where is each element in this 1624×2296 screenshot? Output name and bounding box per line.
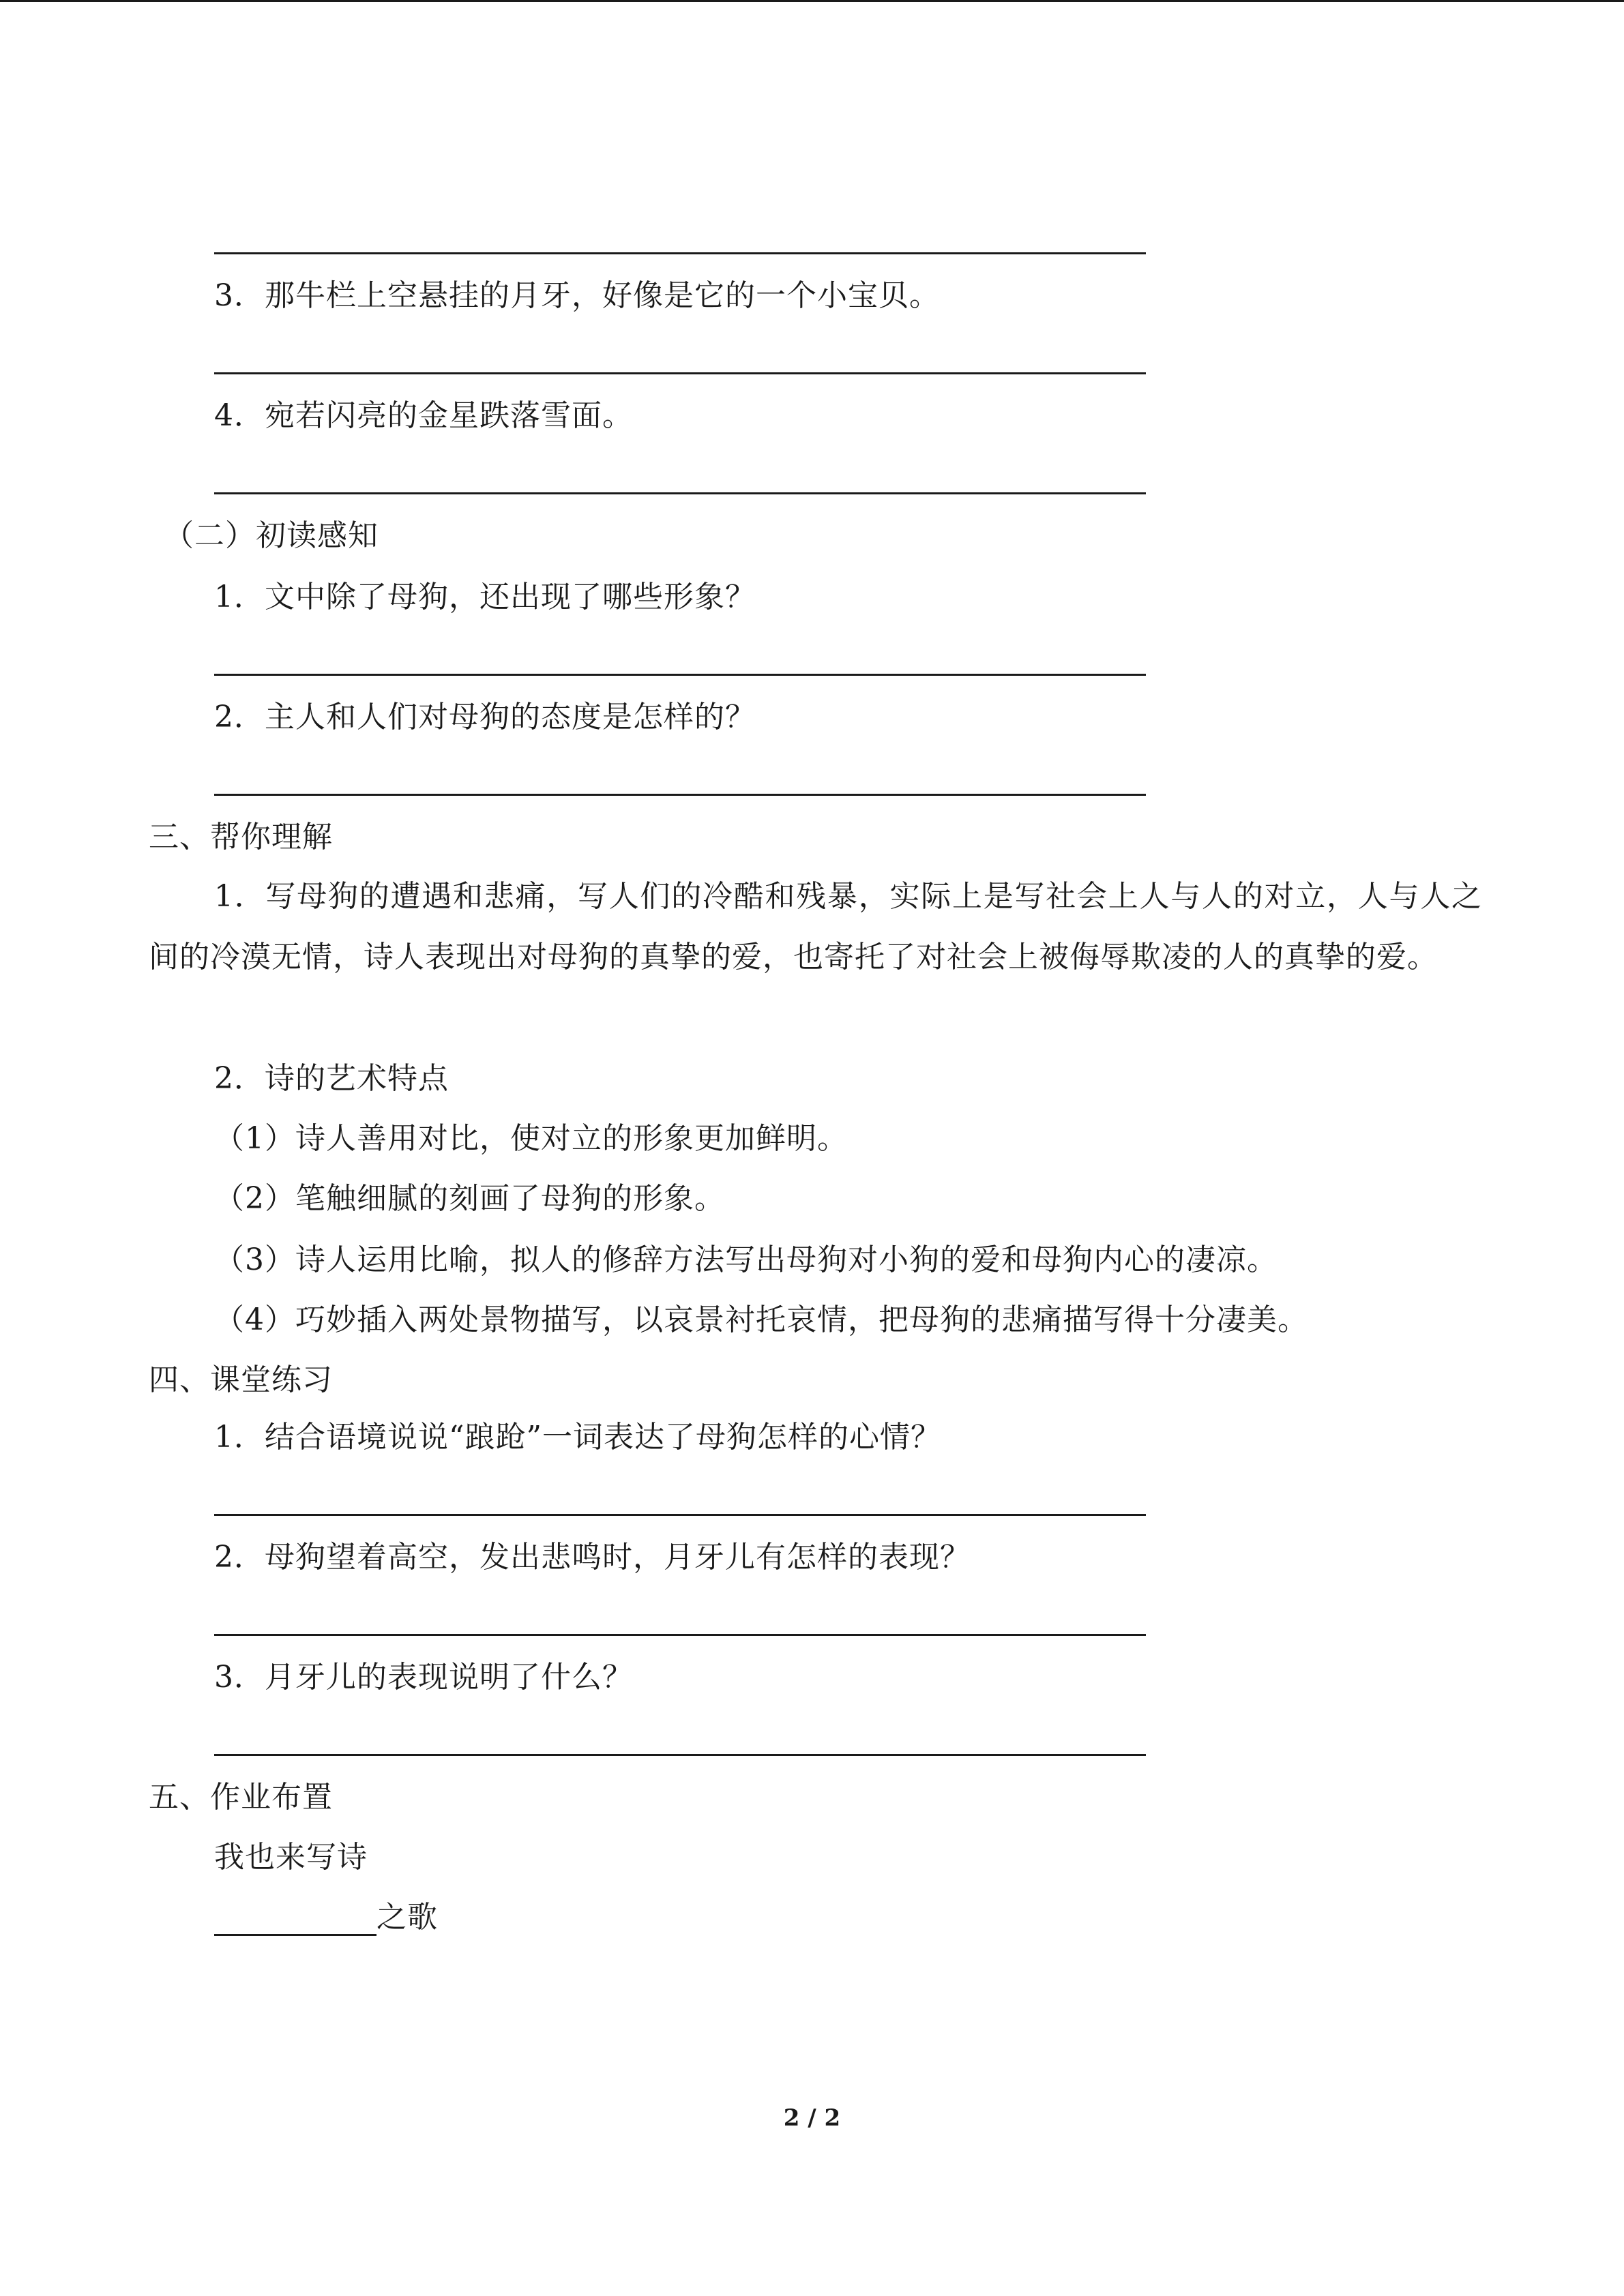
section-heading: 三、帮你理解 <box>149 820 333 854</box>
question-1: 1．文中除了母狗，还出现了哪些形象？ <box>214 580 756 614</box>
list-item: （3）诗人运用比喻，拟人的修辞方法写出母狗对小狗的爱和母狗内心的凄凉。 <box>214 1242 1278 1277</box>
answer-line[interactable] <box>214 372 1146 374</box>
question-3: 3．月牙儿的表现说明了什么？ <box>214 1660 633 1695</box>
question-4: 4．宛若闪亮的金星跌落雪面。 <box>214 398 633 433</box>
subsection-heading: （二）初读感知 <box>164 518 379 553</box>
question-2: 2．主人和人们对母狗的态度是怎样的？ <box>214 700 756 734</box>
list-heading: 2．诗的艺术特点 <box>214 1061 449 1096</box>
top-border <box>0 0 1624 2</box>
paragraph: 1．写母狗的遭遇和悲痛，写人们的冷酷和残暴，实际上是写社会上人与人的对立，人与人之间的冷漠无情，诗人表现出对母狗的真挚的爱，也寄托了对社会上被侮辱欺凌的人的真挚的爱。 <box>149 879 1482 974</box>
song-suffix: 之歌 <box>377 1900 438 1935</box>
list-item: （1）诗人善用对比，使对立的形象更加鲜明。 <box>214 1121 848 1156</box>
answer-line[interactable] <box>214 492 1146 494</box>
title-blank[interactable] <box>214 1934 377 1936</box>
question-2: 2．母狗望着高空，发出悲鸣时，月牙儿有怎样的表现？ <box>214 1540 971 1575</box>
list-item: （4）巧妙插入两处景物描写，以哀景衬托哀情，把母狗的悲痛描写得十分凄美。 <box>214 1302 1308 1337</box>
section-heading: 五、作业布置 <box>149 1780 333 1815</box>
answer-line[interactable] <box>214 1754 1146 1756</box>
answer-line[interactable] <box>214 1634 1146 1636</box>
answer-line[interactable] <box>214 252 1146 254</box>
answer-line[interactable] <box>214 794 1146 796</box>
question-3: 3．那牛栏上空悬挂的月牙，好像是它的一个小宝贝。 <box>214 278 940 313</box>
section-heading: 四、课堂练习 <box>149 1362 333 1397</box>
answer-line[interactable] <box>214 1514 1146 1516</box>
page-number: 2 / 2 <box>783 2104 841 2132</box>
answer-line[interactable] <box>214 674 1146 676</box>
question-1: 1．结合语境说说“踉跄”一词表达了母狗怎样的心情？ <box>214 1420 941 1455</box>
homework-task: 我也来写诗 <box>214 1840 368 1875</box>
list-item: （2）笔触细腻的刻画了母狗的形象。 <box>214 1181 725 1216</box>
